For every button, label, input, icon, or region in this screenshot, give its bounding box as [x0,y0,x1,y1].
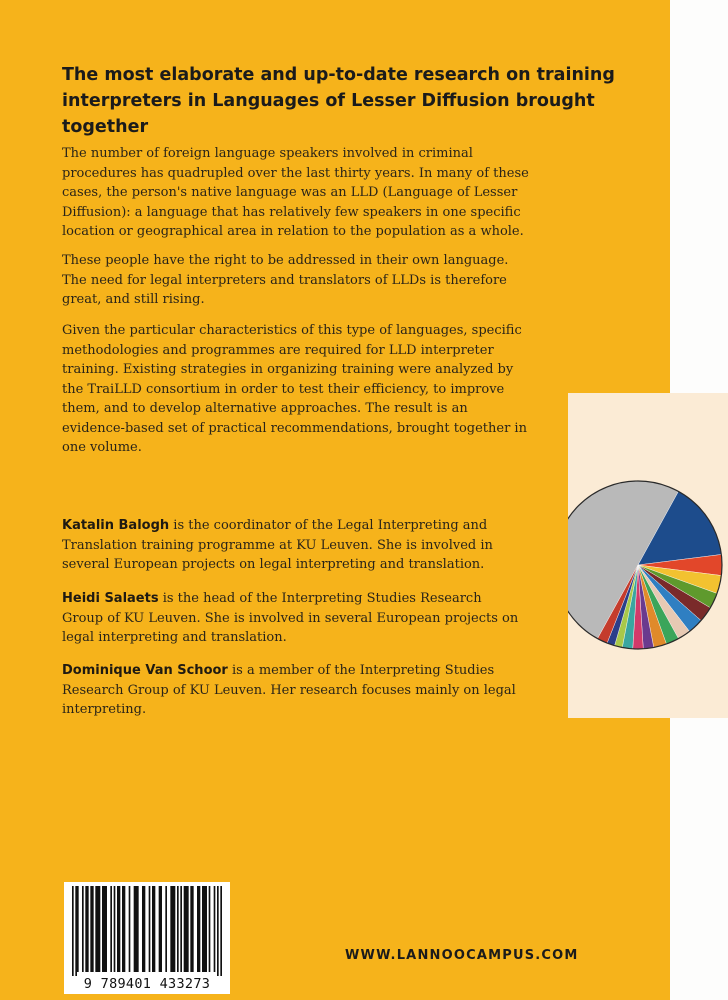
barcode-bar [152,886,155,972]
cover-headline: The most elaborate and up-to-date research on training interpreters in Languages of Lesser Diffusion brought together [62,65,615,137]
barcode-bar [102,886,107,972]
author-name: Katalin Balogh [62,518,170,533]
barcode-bar [184,886,189,972]
barcode-bar [177,886,179,972]
barcode-bar [114,886,116,972]
barcode-bar [217,886,219,976]
bio-katalin-balogh [62,516,522,575]
barcode-bars [64,882,230,976]
publisher-website[interactable]: WWW.LANNOOCAMPUS.COM [345,948,579,963]
barcode-bar [142,886,145,972]
bio-text: is the coordinator of the Legal Interpreting and Translation training programme at KU Leuven. She is involved in several European projects on legal interpreting and translation. [62,518,493,572]
barcode-bar [75,886,77,976]
barcode-bar [85,886,88,972]
barcode-bar [129,886,131,972]
isbn-number: 9 789401 433273 [83,976,211,992]
barcode-bar [122,886,125,972]
author-name: Heidi Salaets [62,591,159,606]
barcode-bar [95,886,100,972]
paragraph-3: Given the particular characteristics of this type of languages, specific methodologies and programmes are required for LLD interpreter training. Existing strategies in organizing training were analyzed by the TraiLLD consortium in order to test their efficiency, to improve them, and to develop alternative approaches. The result is an evidence-based set of practical recommendations, brought together in one volume. [62,323,527,455]
paragraph-1: The number of foreign language speakers involved in criminal procedures has quadrupled over the last thirty years. In many of these cases, the person's native language was an LLD (Language of Lesser Diffusion): a language that has relatively few speakers in one specific location or geographical area in relation to the population as a whole. [62,146,529,239]
barcode-bar [72,886,74,976]
bio-text: is the head of the Interpreting Studies Research Group of KU Leuven. She is involved in several European projects on legal interpreting and translation. [62,591,519,645]
barcode-bar [202,886,207,972]
barcode-bar [82,886,84,972]
bio-text: is a member of the Interpreting Studies Research Group of KU Leuven. Her research focuses mainly on legal interpreting. [62,663,516,717]
paragraph-2: These people have the right to be addressed in their own language. The need for legal interpreters and translators of LLDs is therefore great, and still rising. [62,253,509,307]
barcode-bar [214,886,216,972]
barcode-bar [134,886,139,972]
barcode-bar [149,886,151,972]
author-name: Dominique Van Schoor [62,663,228,678]
barcode-bar [180,886,182,972]
barcode-bar [209,886,211,972]
barcode-bar [117,886,120,972]
barcode-bar [190,886,193,972]
bio-heidi-salaets [62,589,522,648]
barcode-bar [159,886,162,972]
isbn-barcode [64,882,230,994]
pie-chart [568,393,728,718]
pie-chart-panel [568,393,728,718]
barcode-bar [90,886,93,972]
barcode-bar [77,886,79,972]
barcode-bar [220,886,222,976]
bio-dominique-van-schoor [62,661,522,720]
barcode-bar [110,886,112,972]
barcode-bar [170,886,175,972]
barcode-bar [197,886,200,972]
barcode-bar [165,886,167,972]
